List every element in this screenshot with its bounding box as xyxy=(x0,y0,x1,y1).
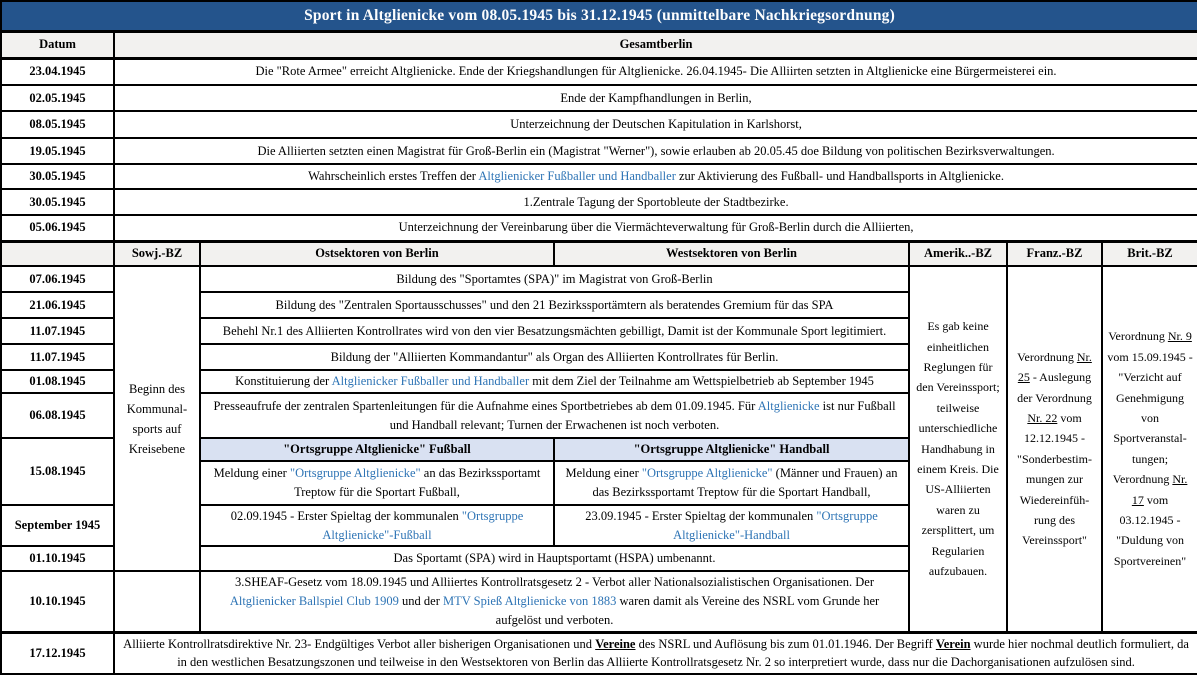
text-segment: Konstituierung der xyxy=(235,374,332,389)
event-cell xyxy=(200,393,909,438)
event-cell-handball xyxy=(554,461,909,505)
date-cell: 11.07.1945 xyxy=(1,344,114,370)
date-cell: 15.08.1945 xyxy=(1,438,114,505)
event-cell-fussball xyxy=(200,505,554,547)
event-cell xyxy=(114,138,1197,164)
date-cell: 02.05.1945 xyxy=(1,85,114,111)
text-segment: und der xyxy=(398,594,443,608)
text-segment: wurde hier nochmal deutlich formuliert, da in den westlichen Besatzungszonen und teilweise in den Westsektoren von Berlin das Alliierte Kontrollratsgesetz Nr. 2 so interpretiert wurde, dass nur die Dachorganisationen aufzulösen sind. xyxy=(177,636,1189,670)
text-segment: Verein xyxy=(935,636,971,651)
text-segment: Bildung des "Zentralen Sportausschusses" und den 21 Bezirkssportämtern als beratendes Gremium für das SPA xyxy=(275,297,834,312)
event-cell xyxy=(200,292,909,318)
date-cell: 21.06.1945 xyxy=(1,292,114,318)
ortsgruppe-handball-header: "Ortsgruppe Altglienicke" Handball xyxy=(554,438,909,461)
event-cell xyxy=(200,266,909,292)
text-segment: vom 15.09.1945 - "Verzicht auf Genehmigung von Sportveranstaltungen; Verordnung xyxy=(1107,349,1193,487)
zone-header-franz: Franz.-BZ xyxy=(1007,241,1102,266)
text-segment: 3.SHEAF-Gesetz vom 18.09.1945 und Alliiertes Kontrollratsgesetz 2 - Verbot aller Nationalsozialistischen Organisationen. Der xyxy=(235,575,874,590)
text-segment: ist nur Fußball und Handball relevant; Turnen der Erwachenen ist noch verboten. xyxy=(389,398,896,432)
event-cell xyxy=(200,370,909,393)
text-segment: Das Sportamt (SPA) wird in Hauptsportamt (HSPA) umbenannt. xyxy=(393,551,716,566)
zone-header-ost: Ostsektoren von Berlin xyxy=(200,241,554,266)
date-cell: 07.06.1945 xyxy=(1,266,114,292)
date-cell: 08.05.1945 xyxy=(1,111,114,138)
zone-header-brit: Brit.-BZ xyxy=(1102,241,1197,266)
event-cell xyxy=(114,164,1197,189)
event-cell xyxy=(200,546,909,571)
zone-header-west: Westsektoren von Berlin xyxy=(554,241,909,266)
inline-link[interactable]: Altglienicke xyxy=(757,398,820,413)
zone-header-sowj: Sowj.-BZ xyxy=(114,241,200,266)
inline-link[interactable]: MTV Spieß Altglienicke von 1883 xyxy=(443,594,617,608)
date-cell: 30.05.1945 xyxy=(1,189,114,215)
text-segment: an das Bezirkssportamt Treptow für die Sportart Fußball, xyxy=(294,466,541,499)
date-cell: 30.05.1945 xyxy=(1,164,114,189)
inline-link[interactable]: Altglienicker Fußballer und Handballer xyxy=(331,374,530,389)
text-segment: Meldung einer xyxy=(565,466,642,480)
text-segment: Alliierte Kontrollratsdirektive Nr. 23- Endgültiges Verbot aller bisherigen Organisationen und xyxy=(123,636,596,651)
zone-header-amerik: Amerik..-BZ xyxy=(909,241,1007,266)
gesamtberlin-column-header: Gesamtberlin xyxy=(114,31,1197,58)
text-segment: waren damit als Vereine des NSRL vom Grunde her aufgelöst und verboten. xyxy=(495,594,880,627)
text-segment: Behehl Nr.1 des Alliierten Kontrollrates wird von den vier Besatzungsmächten gebilligt, Damit ist der Kommunale Sport legitimiert. xyxy=(222,323,887,338)
page-title: Sport in Altglienicke vom 08.05.1945 bis 31.12.1945 (unmittelbare Nachkriegsordnung) xyxy=(1,1,1197,31)
event-cell xyxy=(114,632,1197,674)
text-segment: mit dem Ziel der Teilnahme am Wettspielbetrieb ab September 1945 xyxy=(529,374,874,389)
text-segment: zur Aktivierung des Fußball- und Handballsports in Altglienicke. xyxy=(675,169,1004,184)
text-segment: Verordnung xyxy=(1017,349,1077,364)
text-segment: - Auslegung der Verordnung xyxy=(1017,370,1092,405)
event-cell xyxy=(200,318,909,344)
ortsgruppe-fussball-header: "Ortsgruppe Altglienicke" Fußball xyxy=(200,438,554,461)
text-segment: Presseaufrufe der zentralen Spartenleitungen für die Aufnahme eines Sportbetriebes ab dem 01.09.1945. Für xyxy=(213,398,758,413)
text-segment: (Männer und Frauen) an das Bezirkssportamt Treptow für die Sportart Handball, xyxy=(592,466,898,499)
event-cell xyxy=(200,571,909,632)
franz-zone-note xyxy=(1007,266,1102,632)
text-segment: 1.Zentrale Tagung der Sportobleute der Stadtbezirke. xyxy=(523,194,789,209)
inline-link[interactable]: Altglienicker Ballspiel Club 1909 xyxy=(229,594,399,608)
datum-column-header: Datum xyxy=(1,31,114,58)
date-cell: 06.08.1945 xyxy=(1,393,114,438)
date-cell: 19.05.1945 xyxy=(1,138,114,164)
inline-link[interactable]: Altglienicker Fußballer und Handballer xyxy=(478,169,676,184)
text-segment: 23.09.1945 - Erster Spieltag der kommunalen xyxy=(585,508,817,523)
sowj-zone-note: Beginn des Kommunal- sports auf Kreisebene xyxy=(114,266,200,571)
text-segment: des NSRL und Auflösung bis zum 01.01.1946. Der Begriff xyxy=(635,636,936,651)
text-segment: 02.09.1945 - Erster Spieltag der kommunalen xyxy=(230,508,462,523)
text-segment: Verordnung xyxy=(1108,329,1168,344)
date-cell: 11.07.1945 xyxy=(1,318,114,344)
event-cell-handball xyxy=(554,505,909,547)
text-segment: Wahrscheinlich erstes Treffen der xyxy=(308,169,479,184)
text-segment: Nr. 25 xyxy=(1017,349,1092,385)
event-cell xyxy=(200,344,909,370)
event-cell-fussball xyxy=(200,461,554,505)
date-cell: 17.12.1945 xyxy=(1,632,114,674)
date-cell: 05.06.1945 xyxy=(1,215,114,241)
text-segment: Nr. 22 xyxy=(1027,410,1058,425)
event-cell xyxy=(114,215,1197,241)
text-segment: Bildung des "Sportamtes (SPA)" im Magistrat von Groß-Berlin xyxy=(396,271,713,286)
text-segment: vom 12.12.1945 - "Sonderbestimmungen zur Wiedereinführung des Vereinssport" xyxy=(1017,410,1092,548)
inline-link[interactable]: "Ortsgruppe Altglienicke"-Handball xyxy=(673,508,878,542)
text-segment: Nr. 17 xyxy=(1131,472,1188,507)
inline-link[interactable]: "Ortsgruppe Altglienicke" xyxy=(289,466,421,480)
date-cell: 01.10.1945 xyxy=(1,546,114,571)
inline-link[interactable]: "Ortsgruppe Altglienicke" xyxy=(641,466,773,480)
text-segment: Meldung einer xyxy=(213,466,290,480)
date-cell: 01.08.1945 xyxy=(1,370,114,393)
text-segment: Nr. 9 xyxy=(1167,329,1192,344)
inline-link[interactable]: "Ortsgruppe Altglienicke"-Fußball xyxy=(322,508,524,542)
event-cell xyxy=(114,85,1197,111)
date-cell: 23.04.1945 xyxy=(1,58,114,85)
text-segment: Unterzeichnung der Vereinbarung über die Viermächteverwaltung für Groß-Berlin durch die Alliierten, xyxy=(398,220,914,235)
text-segment: Vereine xyxy=(595,636,636,651)
zone-header-spacer xyxy=(1,241,114,266)
text-segment: Ende der Kampfhandlungen in Berlin, xyxy=(560,90,752,105)
event-cell xyxy=(114,189,1197,215)
date-cell: 10.10.1945 xyxy=(1,571,114,632)
amerik-zone-note: Es gab keine einheitlichen Reglungen für den Vereinssport; teilweise unterschiedliche Handhabung in einem Kreis. Die US-Alliierten waren zu zersplittert, um Regularien aufzubauen. xyxy=(909,266,1007,632)
text-segment: Unterzeichnung der Deutschen Kapitulation in Karlshorst, xyxy=(510,117,802,132)
text-segment: Bildung der "Alliierten Kommandantur" als Organ des Alliierten Kontrollrates für Berlin. xyxy=(330,349,779,364)
empty-cell xyxy=(114,571,200,632)
text-segment: vom 03.12.1945 - "Duldung von Sportvereinen" xyxy=(1113,492,1187,568)
event-cell xyxy=(114,111,1197,138)
text-segment: Die "Rote Armee" erreicht Altglienicke. Ende der Kriegshandlungen für Altglienicke. 26.04.1945- Die Alliirten setzten in Altglienicke eine Bürgermeisterei ein. xyxy=(255,64,1057,79)
text-segment: Die Alliierten setzten einen Magistrat für Groß-Berlin ein (Magistrat "Werner"), sowie erlauben ab 20.05.45 doe Bildung von politischen Bezirksverwaltungen. xyxy=(257,143,1055,158)
event-cell xyxy=(114,58,1197,85)
date-cell: September 1945 xyxy=(1,505,114,547)
brit-zone-note xyxy=(1102,266,1197,632)
